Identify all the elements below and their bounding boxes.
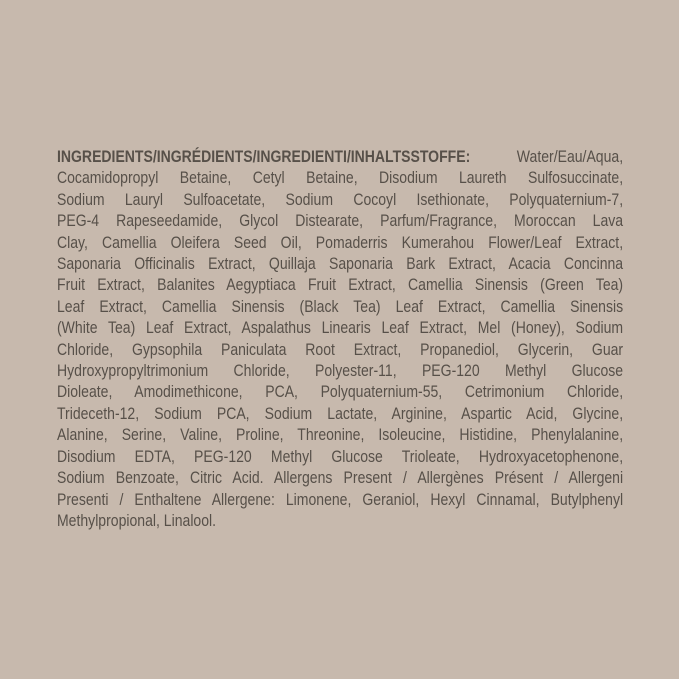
ingredients-heading: INGREDIENTS/INGRÉDIENTS/INGREDIENTI/INHALTSSTOFFE: [57,148,471,166]
ingredients-line: Hydroxypropyltrimonium Chloride, Polyester-11, PEG-120 Methyl Glucose [57,362,624,381]
ingredients-line: Chloride, Gypsophila Paniculata Root Extract, Propanediol, Glycerin, Guar [57,340,624,359]
ingredients-line: Sodium Benzoate, Citric Acid. Allergens Present / Allergènes Présent / Allergeni [57,469,624,488]
ingredients-line: Leaf Extract, Camellia Sinensis (Black Tea) Leaf Extract, Camellia Sinensis [57,297,624,316]
ingredients-line: Presenti / Enthaltene Allergene: Limonene, Geraniol, Hexyl Cinnamal, Butylphenyl [57,490,624,509]
ingredients-line [57,147,623,168]
ingredients-line: Clay, Camellia Oleifera Seed Oil, Pomaderris Kumerahou Flower/Leaf Extract, [57,233,624,252]
ingredients-line: (White Tea) Leaf Extract, Aspalathus Linearis Leaf Extract, Mel (Honey), Sodium [57,319,624,338]
ingredients-line: Cocamidopropyl Betaine, Cetyl Betaine, Disodium Laureth Sulfosuccinate, [57,169,624,188]
ingredients-line: Saponaria Officinalis Extract, Quillaja Saponaria Bark Extract, Acacia Concinna [57,255,624,274]
ingredients-line: Methylpropional, Linalool. [57,511,217,530]
ingredients-line: Disodium EDTA, PEG-120 Methyl Glucose Trioleate, Hydroxyacetophenone, [57,447,624,466]
ingredients-line-text: Water/Eau/Aqua, [516,148,624,166]
ingredients-line: PEG-4 Rapeseedamide, Glycol Distearate, Parfum/Fragrance, Moroccan Lava [57,212,624,231]
ingredients-label [57,147,623,532]
ingredients-line: Fruit Extract, Balanites Aegyptiaca Fruit Extract, Camellia Sinensis (Green Tea) [57,276,624,295]
ingredients-line: Alanine, Serine, Valine, Proline, Threonine, Isoleucine, Histidine, Phenylalanine, [57,426,624,445]
ingredients-line: Sodium Lauryl Sulfoacetate, Sodium Cocoyl Isethionate, Polyquaternium-7, [57,190,624,209]
ingredients-line: Dioleate, Amodimethicone, PCA, Polyquaternium-55, Cetrimonium Chloride, [57,383,624,402]
ingredients-line: Trideceth-12, Sodium PCA, Sodium Lactate, Arginine, Aspartic Acid, Glycine, [57,404,624,423]
